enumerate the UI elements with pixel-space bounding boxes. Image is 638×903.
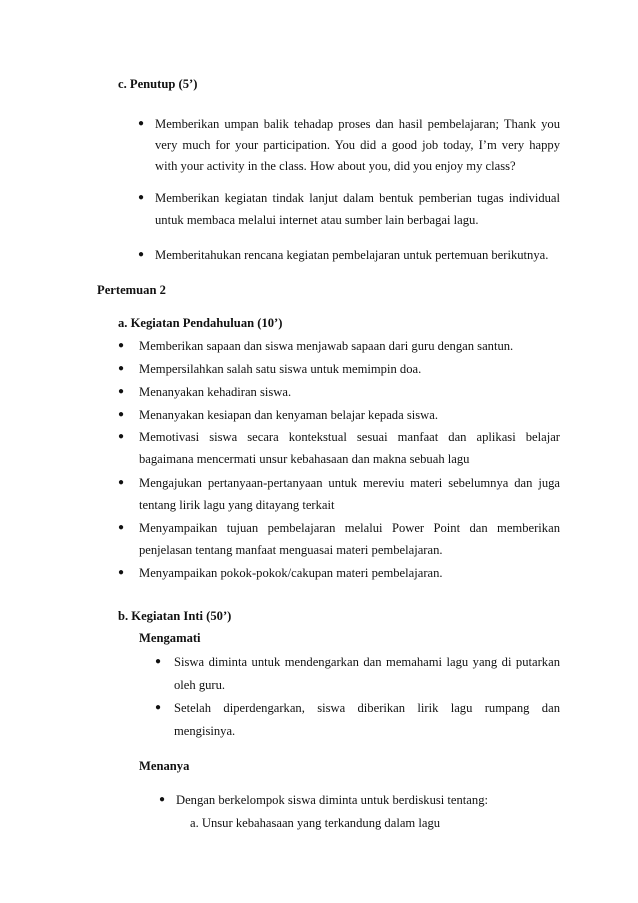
penutup-item-2-line-2: untuk membaca melalui internet atau sumber lain berbagai lagu. [155,213,479,227]
pendahuluan-item-6-line-2: tentang lirik lagu yang ditayang terkait [139,498,335,512]
bullet-icon: ● [118,567,125,578]
menanya-title: Menanya [139,759,190,773]
bullet-icon: ● [118,522,125,533]
menanya-item-1: Dengan berkelompok siswa diminta untuk berdiskusi tentang: [176,793,488,807]
pendahuluan-item-5-line-2: bagaimana mencermati unsur kebahasaan dan makna sebuah lagu [139,452,470,466]
pendahuluan-item-5-line-1: Memotivasi siswa secara kontekstual sesuai manfaat dan aplikasi belajar [139,430,560,444]
mengamati-item-2-line-2: mengisinya. [174,724,236,738]
mengamati-item-1-line-1: Siswa diminta untuk mendengarkan dan memahami lagu yang di putarkan [174,655,560,669]
bullet-icon: ● [138,249,145,260]
bullet-icon: ● [118,477,125,488]
bullet-icon: ● [155,656,162,667]
inti-heading: b. Kegiatan Inti (50’) [118,609,232,623]
pendahuluan-item-8: Menyampaikan pokok-pokok/cakupan materi pembelajaran. [139,566,443,580]
penutup-item-1-line-1: Memberikan umpan balik tehadap proses dan hasil pembelajaran; Thank you [155,117,560,131]
penutup-item-1-line-3: with your activity in the class. How about you, did you enjoy my class? [155,159,516,173]
mengamati-item-2-line-1: Setelah diperdengarkan, siswa diberikan lirik lagu rumpang dan [174,701,560,715]
pendahuluan-item-6-line-1: Mengajukan pertanyaan-pertanyaan untuk mereviu materi sebelumnya dan juga [139,476,560,490]
pendahuluan-item-4: Menanyakan kesiapan dan kenyaman belajar kepada siswa. [139,408,438,422]
mengamati-item-1-line-2: oleh guru. [174,678,226,692]
menanya-subitem-a: a. Unsur kebahasaan yang terkandung dalam lagu [190,816,441,830]
bullet-icon: ● [138,192,145,203]
penutup-item-2-line-1: Memberikan kegiatan tindak lanjut dalam bentuk pemberian tugas individual [155,191,560,205]
bullet-icon: ● [118,409,125,420]
pendahuluan-item-3: Menanyakan kehadiran siswa. [139,385,292,399]
penutup-item-3-line-1: Memberitahukan rencana kegiatan pembelajaran untuk pertemuan berikutnya. [155,248,549,262]
pendahuluan-heading: a. Kegiatan Pendahuluan (10’) [118,316,283,330]
bullet-icon: ● [138,118,145,129]
bullet-icon: ● [118,431,125,442]
pertemuan-title: Pertemuan 2 [97,283,166,297]
penutup-item-1-line-2: very much for your participation. You did a good job today, I’m very happy [155,138,560,152]
bullet-icon: ● [118,386,125,397]
mengamati-title: Mengamati [139,631,201,645]
pendahuluan-item-7-line-1: Menyampaikan tujuan pembelajaran melalui Power Point dan memberikan [139,521,560,535]
bullet-icon: ● [155,702,162,713]
bullet-icon: ● [118,340,125,351]
pendahuluan-item-2: Mempersilahkan salah satu siswa untuk memimpin doa. [139,362,422,376]
pendahuluan-item-7-line-2: penjelasan tentang manfaat menguasai materi pembelajaran. [139,543,443,557]
bullet-icon: ● [159,794,166,805]
bullet-icon: ● [118,363,125,374]
pendahuluan-item-1: Memberikan sapaan dan siswa menjawab sapaan dari guru dengan santun. [139,339,514,353]
penutup-heading: c. Penutup (5’) [118,77,198,91]
